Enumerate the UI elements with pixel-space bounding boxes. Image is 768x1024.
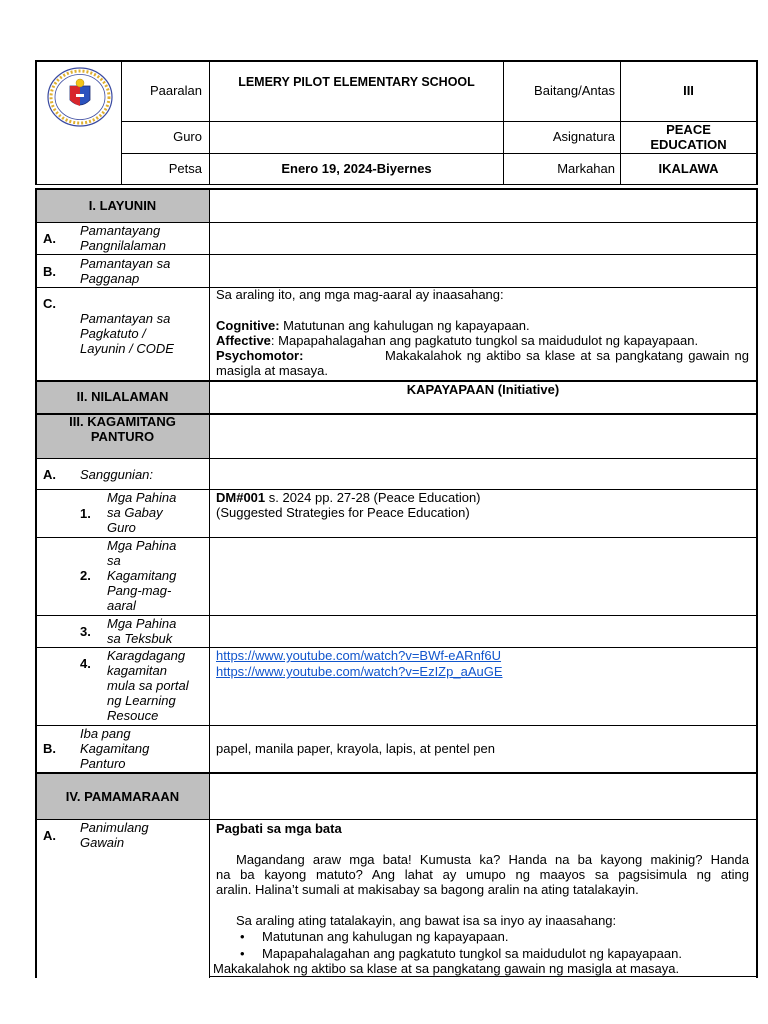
psychomotor-line (216, 348, 749, 363)
item-1-num: 1. (80, 506, 91, 521)
layunin-c-label-1: Pamantayan sa (80, 311, 171, 326)
nilalaman-heading: II. NILALAMAN (76, 389, 169, 404)
layunin-a-letter: A. (43, 231, 56, 246)
layunin-b-label-1: Pamantayan sa (80, 256, 171, 271)
item-4-num: 4. (80, 656, 91, 671)
baitang-label: Baitang/Antas (534, 83, 615, 98)
asignatura-label: Asignatura (552, 129, 615, 144)
sanggunian-label: Sanggunian: (80, 467, 154, 482)
para2: Sa araling ating tatalakayin, ang bawat isa sa inyo ay inaasahang: (236, 913, 617, 928)
item-2-num: 2. (80, 568, 91, 583)
para1-line1: Magandang araw mga bata! Kumusta ka? Handa na ba kayong makinig? Handa (236, 852, 749, 867)
item-3-num: 3. (80, 624, 91, 639)
layunin-c-intro: Sa araling ito, ang mga mag-aaral ay inaasahang: (216, 287, 504, 302)
petsa-value: Enero 19, 2024-Biyernes (281, 161, 432, 176)
layunin-b-label-2: Pagganap (80, 271, 140, 286)
iba-pang-value: papel, manila paper, krayola, lapis, at pentel pen (216, 741, 495, 756)
item-1-value-bold: DM#001 (216, 490, 266, 505)
paaralan-label: Paaralan (149, 83, 202, 98)
markahan-label: Markahan (557, 161, 615, 176)
deped-seal-logo (46, 66, 114, 128)
sanggunian-letter: A. (43, 467, 56, 482)
paaralan-value: LEMERY PILOT ELEMENTARY SCHOOL (238, 75, 475, 89)
iba-pang-label-1: Iba pang (80, 726, 131, 741)
affective-label: Affective (216, 333, 271, 348)
item-2-label-4: Pang-mag- (107, 583, 172, 598)
item-3-label-1: Mga Pahina (107, 616, 177, 631)
affective-line (216, 333, 698, 348)
bullet-1 (240, 929, 509, 944)
asignatura-value-line1: PEACE (666, 122, 711, 137)
baitang-value: III (683, 83, 694, 98)
cognitive-line (216, 318, 530, 333)
item-4-label-1: Karagdagang (107, 648, 186, 663)
bullet-2-text: Mapapahalagahan ang pagkatuto tungkol sa maidudulot ng kapayapaan. (262, 946, 682, 961)
guro-label: Guro (173, 129, 202, 144)
iba-pang-label-2: Kagamitang (80, 741, 150, 756)
layunin-a-label-1: Pamantayang (80, 223, 161, 238)
cognitive-text: Matutunan ang kahulugan ng kapayapaan. (279, 318, 530, 333)
panimulang-label-1: Panimulang (80, 820, 149, 835)
nilalaman-value: KAPAYAPAAN (Initiative) (406, 382, 560, 397)
markahan-value: IKALAWA (658, 161, 719, 176)
layunin-c-letter: C. (43, 296, 56, 311)
pamamaraan-heading: IV. PAMAMARAAN (65, 789, 180, 804)
panimulang-label-2: Gawain (80, 835, 125, 850)
item-2-label-3: Kagamitang (107, 568, 177, 583)
asignatura-value-line2: EDUCATION (650, 137, 727, 152)
item-1-label-1: Mga Pahina (107, 490, 177, 505)
psychomotor-text-2: masigla at masaya. (216, 363, 328, 378)
item-4-label-5: Resouce (107, 708, 159, 723)
youtube-link-2[interactable]: https://www.youtube.com/watch?v=EzIZp_aAuGE (216, 664, 503, 679)
item-1-label-2: sa Gabay (107, 505, 163, 520)
layunin-a-label-2: Pangnilalaman (80, 238, 167, 253)
item-2-label-5: aaral (107, 598, 136, 613)
psychomotor-text-1: Makakalahok ng aktibo sa klase at sa pangkatang gawain ng (384, 348, 749, 363)
item-4-label-2: kagamitan (107, 663, 167, 678)
item-1-value (216, 490, 481, 505)
petsa-label: Petsa (168, 161, 202, 176)
iba-pang-letter: B. (43, 741, 56, 756)
bullet-1-text: Matutunan ang kahulugan ng kapayapaan. (262, 929, 509, 944)
item-2-label-1: Mga Pahina (107, 538, 177, 553)
layunin-b-letter: B. (43, 264, 56, 279)
para1-line2: na ba kayong matuto? Ang lahat ay umupo ng maayos sa pagsisimula ng ating (216, 867, 749, 882)
kagamitan-heading-2: PANTURO (90, 429, 155, 444)
last-line: Makakalahok ng aktibo sa klase at sa pangkatang gawain ng masigla at masaya. (213, 961, 680, 976)
item-1-value-text: s. 2024 pp. 27-28 (Peace Education) (265, 490, 481, 505)
cognitive-label: Cognitive: (216, 318, 280, 333)
psychomotor-label: Psychomotor: (216, 348, 304, 363)
layunin-heading: I. LAYUNIN (88, 198, 157, 213)
bullet-2 (240, 946, 682, 961)
panimulang-letter: A. (43, 828, 56, 843)
iba-pang-label-3: Panturo (80, 756, 126, 771)
affective-text: : Mapapahalagahan ang pagkatuto tungkol sa maidudulot ng kapayapaan. (270, 333, 699, 348)
bullet-1-dot: • (240, 929, 245, 944)
pagbati-title: Pagbati sa mga bata (216, 821, 342, 836)
item-1-value-2: (Suggested Strategies for Peace Education) (216, 505, 470, 520)
kagamitan-heading-1: III. KAGAMITANG (69, 414, 176, 429)
youtube-link-1[interactable]: https://www.youtube.com/watch?v=BWf-eARnf6U (216, 648, 502, 663)
item-1-label-3: Guro (107, 520, 136, 535)
bullet-2-dot: • (240, 946, 245, 961)
layunin-c-label-2: Pagkatuto / (80, 326, 146, 341)
layunin-c-label-3: Layunin / CODE (80, 341, 174, 356)
item-2-label-2: sa (107, 553, 121, 568)
para1-line3: aralin. Halina’t sumali at makisabay sa bagong aralin na ating tatalakayin. (216, 882, 639, 897)
item-3-label-2: sa Teksbuk (107, 631, 173, 646)
item-4-label-3: mula sa portal (107, 678, 189, 693)
item-4-label-4: ng Learning (107, 693, 176, 708)
